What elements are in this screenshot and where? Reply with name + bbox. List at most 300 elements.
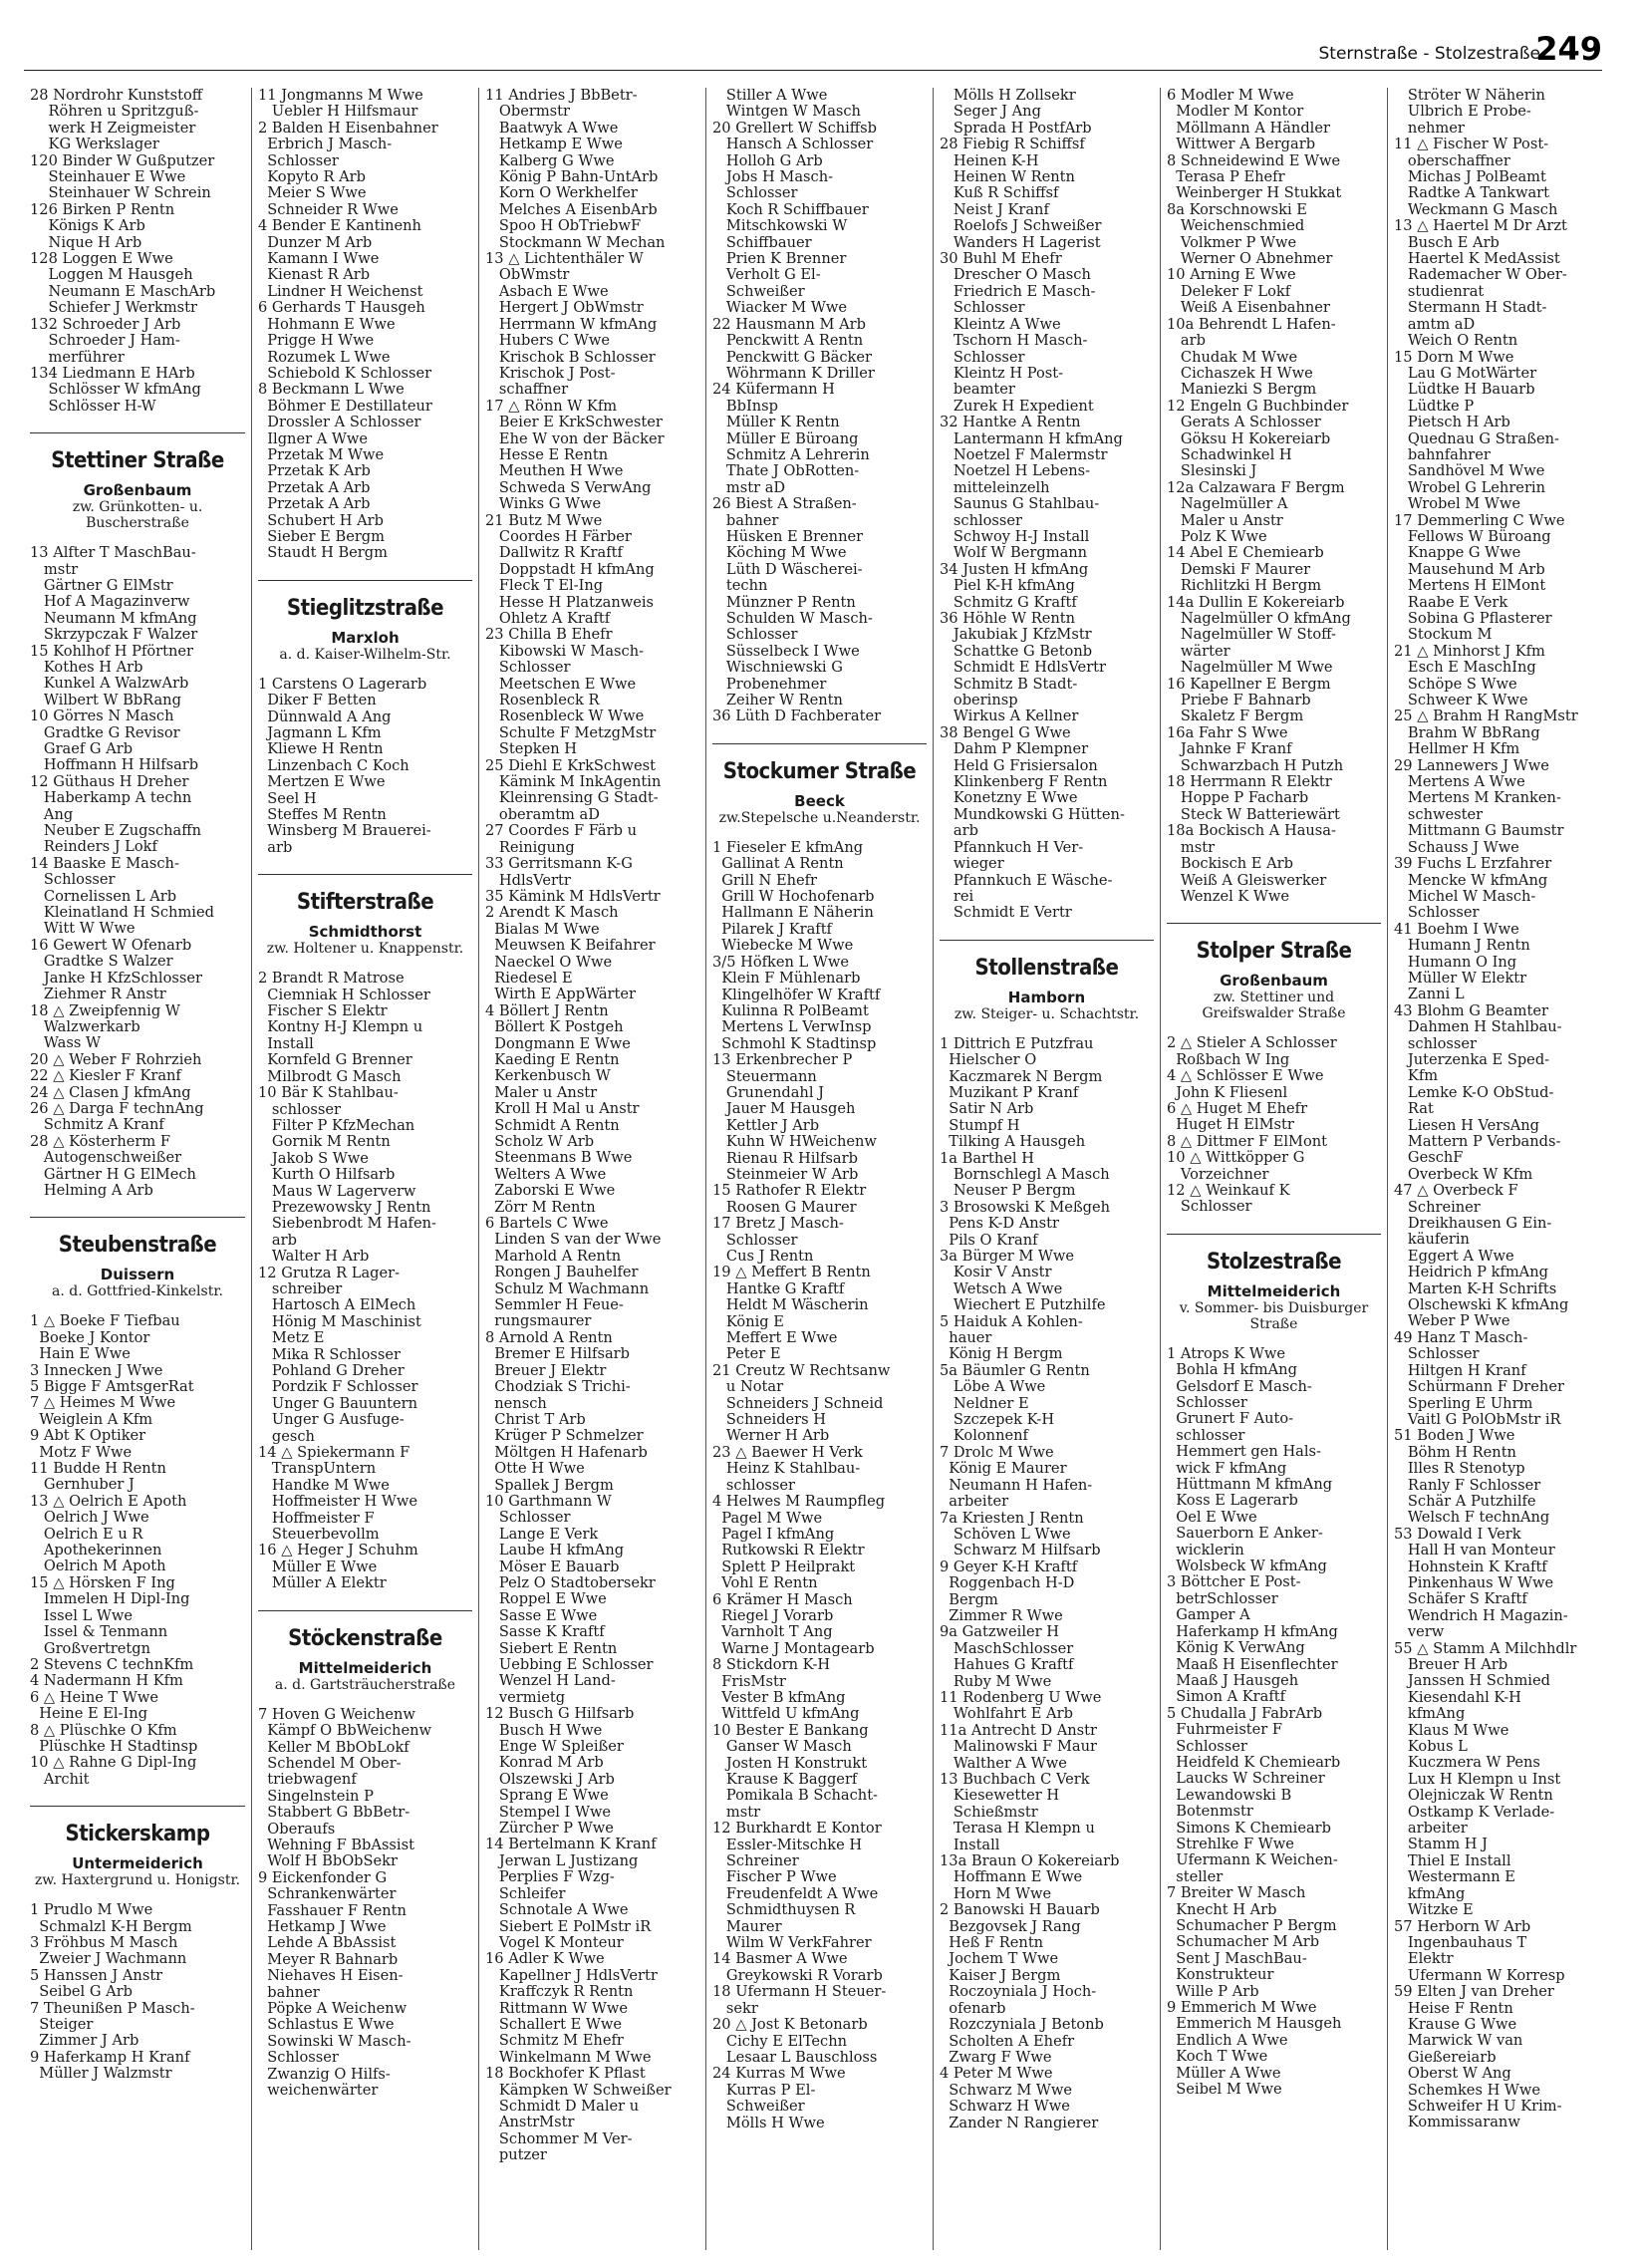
directory-entry: Grunert F Auto- xyxy=(1167,1410,1294,1428)
directory-entry: Scholten A Ehefr xyxy=(940,2032,1075,2050)
column-1 xyxy=(24,88,251,2250)
directory-entry: Hallmann E Näherin xyxy=(712,904,874,922)
directory-entry: vermietg xyxy=(485,1688,566,1706)
directory-entry: 4 △ Schlösser E Wwe xyxy=(1167,1067,1324,1085)
directory-entry: Walzwerkarb xyxy=(30,1017,140,1035)
directory-entry: Obermstr xyxy=(485,103,571,121)
directory-entry: Szczepek K-H xyxy=(940,1411,1055,1429)
directory-entry: Schadwinkel H xyxy=(1167,445,1292,463)
directory-entry: Rat xyxy=(1394,1100,1434,1118)
directory-entry: Göksu H Kokereiarb xyxy=(1167,429,1331,447)
directory-entry: 9 Abt K Optiker xyxy=(30,1427,146,1445)
directory-entry: Brahm W BbRang xyxy=(1394,723,1540,741)
directory-entry: Kiesendahl K-H xyxy=(1394,1688,1521,1706)
column-7 xyxy=(1387,88,1614,2250)
directory-entry: Zimmer J Arb xyxy=(30,2032,139,2050)
directory-entry: Böhm H Rentn xyxy=(1394,1443,1516,1461)
directory-entry: 8 Beckmann L Wwe xyxy=(258,381,405,399)
directory-entry: Hielscher O xyxy=(940,1051,1037,1069)
directory-entry: Simon A Kraftf xyxy=(1167,1688,1286,1706)
column-5 xyxy=(933,88,1160,2250)
directory-entry: Hiltgen H Kranf xyxy=(1394,1361,1526,1379)
district-name: Marxloh xyxy=(331,628,400,647)
directory-entry: Schweifer H U Krim- xyxy=(1394,2097,1562,2115)
directory-entry: Meuthen H Wwe xyxy=(485,462,624,480)
directory-entry: Kunkel A WalzwArb xyxy=(30,675,189,693)
directory-entry: Laube H kfmAng xyxy=(485,1542,625,1559)
directory-entry: Kuß R Schiffsf xyxy=(940,184,1059,202)
directory-entry: Riedesel E xyxy=(485,969,573,987)
directory-entry: Hantke G Kraftf xyxy=(712,1279,845,1297)
directory-entry: Koch T Wwe xyxy=(1167,2048,1268,2066)
directory-entry: Stockum M xyxy=(1394,626,1493,644)
directory-entry: Oelrich E u R xyxy=(30,1525,143,1543)
column-2 xyxy=(251,88,478,2250)
directory-entry: Noetzel F Malermstr xyxy=(940,445,1108,463)
street-location-note: a. d. Kaiser-Wilhelm-Str. xyxy=(279,646,451,663)
directory-entry: Gerats A Schlosser xyxy=(1167,414,1321,431)
directory-entry: 10 △ Wittköpper G xyxy=(1167,1149,1305,1167)
directory-entry: 8 Stickdorn K-H xyxy=(712,1656,831,1674)
directory-entry: Kopyto R Arb xyxy=(258,168,366,186)
directory-entry: Bockisch E Arb xyxy=(1167,855,1293,873)
directory-entry: Ziehmer R Anstr xyxy=(30,986,166,1003)
street-heading: Stettiner Straße xyxy=(30,432,245,475)
directory-entry: Winsberg M Brauerei- xyxy=(258,822,431,840)
directory-entry: 11 Rodenberg U Wwe xyxy=(940,1688,1102,1706)
directory-entry: Schlosser xyxy=(258,151,339,169)
directory-entry: bahnfahrer xyxy=(1394,445,1491,463)
directory-entry: Sprada H PostfArb xyxy=(940,119,1092,137)
directory-entry: Schlosser xyxy=(1167,1394,1247,1411)
directory-entry: Schattke G Betonb xyxy=(940,642,1093,660)
directory-entry: käuferin xyxy=(1394,1231,1470,1249)
directory-entry: Drossler A Schlosser xyxy=(258,414,421,431)
directory-entry: König H Bergm xyxy=(940,1345,1063,1363)
directory-entry: Klingelhöfer W Kraftf xyxy=(712,986,881,1003)
directory-entry: Klinkenberg F Rentn xyxy=(940,773,1108,791)
directory-entry: Radtke A Tankwart xyxy=(1394,184,1550,202)
directory-entry: Zanni L xyxy=(1394,986,1465,1003)
directory-entry: 120 Binder W Gußputzer xyxy=(30,151,215,169)
directory-entry: 32 Hantke A Rentn xyxy=(940,414,1081,431)
district-name: Mittelmeiderich xyxy=(1207,1281,1341,1300)
directory-entry: Lau G MotWärter xyxy=(1394,364,1537,382)
directory-entry: Zaborski E Wwe xyxy=(485,1182,616,1200)
directory-entry: Quednau G Straßen- xyxy=(1394,429,1559,447)
directory-entry: 18 △ Zweipfennig W xyxy=(30,1001,180,1019)
directory-entry: Koch R Schiffbauer xyxy=(712,200,869,218)
directory-entry: Schlosser xyxy=(258,2049,339,2067)
directory-entry: 24 Küfermann H xyxy=(712,381,835,399)
directory-entry: schaffner xyxy=(485,381,569,399)
directory-entry: ofenarb xyxy=(940,1999,1006,2017)
directory-entry: Steck W Batteriewärt xyxy=(1167,805,1340,823)
directory-entry: Mertens M Kranken- xyxy=(1394,789,1561,807)
directory-entry: Nagelmüller W Stoff- xyxy=(1167,626,1336,644)
directory-entry: 16 △ Heger J Schuhm xyxy=(258,1542,418,1559)
directory-entry: Laucks W Schreiner xyxy=(1167,1770,1325,1788)
directory-entry: Lantermann H kfmAng xyxy=(940,429,1123,447)
directory-entry: Hoffmann H Hilfsarb xyxy=(30,756,199,774)
directory-entry: Gärtner G ElMstr xyxy=(30,576,173,594)
directory-entry: Schneider R Wwe xyxy=(258,200,399,218)
directory-entry: Müller E Büroang xyxy=(712,429,859,447)
directory-entry: Kommissaranw xyxy=(1394,2114,1520,2131)
directory-entry: Mertens L VerwInsp xyxy=(712,1018,872,1036)
directory-entry: Handke M Wwe xyxy=(258,1476,390,1494)
directory-entry: Boeke J Kontor xyxy=(30,1328,150,1346)
directory-entry: Weiß A Eisenbahner xyxy=(1167,299,1330,317)
directory-entry: Schmidthuysen R xyxy=(712,1901,856,1919)
directory-entry: beamter xyxy=(940,381,1015,399)
directory-entry: Wille P Arb xyxy=(1167,1982,1259,2000)
directory-entry: Kleinrensing G Stadt- xyxy=(485,789,659,807)
directory-entry: Schwarz M Hilfsarb xyxy=(940,1542,1101,1559)
directory-entry: Meuwsen K Beifahrer xyxy=(485,937,656,955)
directory-entry: Terasa H Klempn u xyxy=(940,1820,1095,1838)
directory-entry: Schrankenwärter xyxy=(258,1885,397,1903)
directory-entry: sekr xyxy=(712,1999,758,2017)
directory-entry: Hahues G Kraftf xyxy=(940,1656,1074,1674)
directory-entry: Peter E xyxy=(712,1345,781,1363)
directory-entry: Zwanzig O Hilfs- xyxy=(258,2065,391,2083)
directory-entry: Varnholt T Ang xyxy=(712,1623,833,1641)
directory-entry: Ufermann K Weichen- xyxy=(1167,1851,1338,1869)
directory-entry: 17 Bretz J Masch- xyxy=(712,1215,844,1233)
directory-entry: Humann O Ing xyxy=(1394,953,1517,971)
directory-entry: Meier S Wwe xyxy=(258,184,367,202)
directory-entry: 132 Schroeder J Arb xyxy=(30,315,181,333)
directory-entry: Dongmann E Wwe xyxy=(485,1034,631,1052)
directory-entry: Roczoyniala J Hoch- xyxy=(940,1983,1097,2001)
directory-entry: Schweißer xyxy=(712,282,805,300)
directory-entry: Steuerbevollm xyxy=(258,1526,380,1544)
directory-entry: Autogenschweißer xyxy=(30,1149,182,1167)
directory-entry: 23 △ Baewer H Verk xyxy=(712,1443,863,1461)
directory-entry: Krause K Baggerf xyxy=(712,1771,858,1788)
street-heading: Stockumer Straße xyxy=(712,743,927,786)
directory-entry: Metz E xyxy=(258,1329,325,1347)
directory-entry: Hesse H Platzanweis xyxy=(485,593,655,611)
directory-entry: Rienau R Hilfsarb xyxy=(712,1149,858,1167)
directory-entry: Kraffczyk R Rentn xyxy=(485,1983,634,2001)
directory-entry: Grunendahl J xyxy=(712,1083,824,1101)
directory-entry: Gärtner H G ElMech xyxy=(30,1165,196,1183)
directory-entry: 8 Schneidewind E Wwe xyxy=(1167,151,1341,169)
directory-entry: Krischok J Post- xyxy=(485,364,616,382)
directory-entry: Kaiser J Bergm xyxy=(940,1966,1061,1984)
directory-entry: arb xyxy=(940,822,978,840)
directory-entry: Hüsken E Brenner xyxy=(712,527,864,545)
directory-entry: Hetkamp J Wwe xyxy=(258,1917,387,1935)
directory-entry: Thiel E Install xyxy=(1394,1851,1511,1869)
directory-entry: Install xyxy=(940,1836,1000,1853)
directory-entry: Kurth O Hilfsarb xyxy=(258,1166,396,1184)
directory-entry: Großvertretgn xyxy=(30,1639,151,1657)
directory-entry: 7 Hoven G Weichenw xyxy=(258,1705,415,1723)
directory-entry: König K VerwAng xyxy=(1167,1639,1305,1657)
directory-entry: Hoffmeister F xyxy=(258,1509,375,1527)
directory-entry: Schießmstr xyxy=(940,1803,1038,1821)
directory-entry: 14 Basmer A Wwe xyxy=(712,1950,848,1968)
directory-entry: Nagelmüller O kfmAng xyxy=(1167,610,1351,627)
directory-entry: nehmer xyxy=(1394,119,1465,137)
directory-entry: 126 Birken P Rentn xyxy=(30,200,175,218)
directory-entry: Konrad M Arb xyxy=(485,1754,604,1772)
directory-entry: Ostkamp K Verlade- xyxy=(1394,1803,1555,1821)
directory-entry: Krüger P Schmelzer xyxy=(485,1427,644,1445)
directory-entry: Reinders J Lokf xyxy=(30,838,157,856)
directory-entry: Schulden W Masch- xyxy=(712,610,873,627)
directory-entry: Pilarek J Kraftf xyxy=(712,920,832,938)
directory-entry: 4 Bender E Kantinenh xyxy=(258,217,421,235)
directory-entry: Breuer J Elektr xyxy=(485,1361,607,1379)
directory-entry: Dahmen H Stahlbau- xyxy=(1394,1018,1562,1036)
directory-entry: Schlosser xyxy=(485,659,571,677)
directory-entry: Pomikala B Schacht- xyxy=(712,1787,878,1805)
directory-entry: Zürcher P Wwe xyxy=(485,1820,614,1838)
directory-entry: Schwarz H Wwe xyxy=(940,2098,1070,2116)
directory-entry: Sandhövel M Wwe xyxy=(1394,462,1545,480)
directory-entry: 36 Lüth D Fachberater xyxy=(712,708,882,725)
directory-entry: 10 Bester E Bankang xyxy=(712,1721,869,1739)
directory-entry: wicklerin xyxy=(1167,1541,1244,1559)
directory-entry: Kämink M InkAgentin xyxy=(485,773,662,791)
directory-entry: 14a Dullin E Kokereiarb xyxy=(1167,593,1345,611)
column-4 xyxy=(705,88,933,2250)
directory-entry: Krischok B Schlosser xyxy=(485,348,656,366)
directory-entry: kfmAng xyxy=(1394,1884,1466,1902)
directory-entry: Jagmann L Kfm xyxy=(258,724,382,741)
directory-entry: 7a Kriesten J Rentn xyxy=(940,1509,1084,1527)
directory-entry: Illes R Stenotyp xyxy=(1394,1460,1525,1478)
directory-entry: mitteleinzelh xyxy=(940,478,1050,496)
directory-entry: Königs K Arb xyxy=(30,217,145,235)
directory-entry: Wrobel M Wwe xyxy=(1394,495,1521,513)
directory-entry: Siebert E Rentn xyxy=(485,1639,618,1657)
street-location-note: zw. Steiger- u. Schachtstr. xyxy=(954,1005,1140,1022)
directory-entry: Held G Frisiersalon xyxy=(940,756,1098,774)
directory-entry: Grill N Ehefr xyxy=(712,871,818,889)
directory-entry: Ilgner A Wwe xyxy=(258,429,369,447)
directory-entry: AnstrMstr xyxy=(485,2114,575,2131)
directory-entry: 6 Modler M Wwe xyxy=(1167,88,1294,104)
directory-entry: Hain E Wwe xyxy=(30,1345,131,1363)
directory-entry: 1 Atrops K Wwe xyxy=(1167,1344,1285,1362)
directory-entry: kfmAng xyxy=(1394,1705,1466,1723)
directory-entry: Schmitz A Lehrerin xyxy=(712,445,870,463)
directory-entry: Schlosser xyxy=(712,1231,798,1249)
directory-entry: Haferkamp H kfmAng xyxy=(1167,1622,1338,1640)
directory-entry: 2 Balden H Eisenbahner xyxy=(258,119,438,137)
directory-entry: Welsch F technAng xyxy=(1394,1509,1550,1527)
directory-entry: Sobina G Pflasterer xyxy=(1394,610,1552,627)
directory-entry: arbeiter xyxy=(1394,1820,1468,1838)
directory-entry: Schmitz B Stadt- xyxy=(940,675,1078,693)
street-heading: Stolzestraße xyxy=(1167,1234,1381,1276)
directory-entry: Mertzen E Wwe xyxy=(258,773,386,791)
directory-entry: Deleker F Lokf xyxy=(1167,282,1291,300)
directory-entry: Weiglein A Kfm xyxy=(30,1410,153,1428)
directory-entry: Schendel M Ober- xyxy=(258,1754,402,1772)
directory-entry: 20 △ Jost K Betonarb xyxy=(712,2016,868,2034)
directory-entry: Wiacker M Wwe xyxy=(712,299,848,317)
directory-entry: Köching M Wwe xyxy=(712,544,847,562)
directory-entry: Seel H xyxy=(258,789,317,807)
directory-entry: Dunzer M Arb xyxy=(258,233,373,251)
directory-entry: Roßbach W Ing xyxy=(1167,1050,1290,1068)
directory-entry: Prigge H Wwe xyxy=(258,332,375,350)
directory-entry: Neuber E Zugschaffn xyxy=(30,822,202,840)
directory-entry: Hohmann E Wwe xyxy=(258,315,396,333)
directory-entry: Lindner H Weichenst xyxy=(258,282,423,300)
directory-entry: 9 Geyer K-H Kraftf xyxy=(940,1558,1078,1575)
directory-entry: Hönig M Maschinist xyxy=(258,1312,421,1330)
directory-entry: Schlösser H-W xyxy=(30,397,156,415)
directory-entry: Milbrodt G Masch xyxy=(258,1067,402,1085)
directory-entry: 35 Kämink M HdlsVertr xyxy=(485,887,661,905)
directory-entry: 27 Coordes F Färb u xyxy=(485,822,637,840)
directory-entry: bahner xyxy=(712,511,779,529)
directory-entry: Schlosser xyxy=(1167,1737,1247,1755)
directory-entry: Zurek H Expedient xyxy=(940,397,1094,415)
directory-entry: Weinberger H Stukkat xyxy=(1167,184,1342,202)
directory-entry: Nagelmüller A xyxy=(1167,495,1288,513)
directory-entry: 14 Abel E Chemiearb xyxy=(1167,544,1324,562)
directory-entry: 14 △ Spiekermann F xyxy=(258,1444,410,1462)
directory-entry: HdlsVertr xyxy=(485,871,571,889)
directory-entry: 134 Liedmann E HArb xyxy=(30,364,195,382)
street-heading: Stollenstraße xyxy=(940,940,1154,983)
directory-entry: Hoffmeister H Wwe xyxy=(258,1493,418,1511)
directory-entry: Raabe E Verk xyxy=(1394,593,1508,611)
directory-entry: Eggert A Wwe xyxy=(1394,1247,1514,1265)
directory-entry: 13 Buchbach C Verk xyxy=(940,1771,1090,1788)
directory-entry: 13a Braun O Kokereiarb xyxy=(940,1852,1120,1870)
directory-entry: Splett P Heilprakt xyxy=(712,1558,856,1575)
directory-entry: Koss E Lagerarb xyxy=(1167,1492,1298,1510)
directory-entry: 10 Görres N Masch xyxy=(30,708,174,725)
directory-entry: Meffert E Wwe xyxy=(712,1329,838,1347)
directory-entry: Wintgen W Masch xyxy=(712,103,861,121)
district-name: Mittelmeiderich xyxy=(298,1658,432,1677)
directory-entry: Pelz O Stadtobersekr xyxy=(485,1573,656,1591)
directory-entry: Schmalzl K-H Bergm xyxy=(30,1917,192,1935)
directory-entry: Heß F Rentn xyxy=(940,1934,1044,1952)
directory-entry: Penckwitt A Rentn xyxy=(712,332,864,350)
directory-entry: 10 △ Rahne G Dipl-Ing xyxy=(30,1754,197,1772)
directory-entry: Schmitz M Ehefr xyxy=(485,2032,624,2050)
directory-entry: 13 △ Haertel M Dr Arzt xyxy=(1394,217,1567,235)
directory-entry: Siebert E PolMstr iR xyxy=(485,1917,652,1935)
directory-entry: Nique H Arb xyxy=(30,233,142,251)
directory-entry: Maus W Lagerverw xyxy=(258,1182,416,1200)
directory-entry: Przetak K Arb xyxy=(258,462,371,480)
directory-entry: Filter P KfzMechan xyxy=(258,1116,415,1134)
directory-entry: Zeiher W Rentn xyxy=(712,692,843,709)
directory-entry: Weich O Rentn xyxy=(1394,332,1518,350)
directory-entry: Gradtke G Revisor xyxy=(30,723,180,741)
directory-entry: Rittmann W Wwe xyxy=(485,1999,629,2017)
directory-entry: BbInsp xyxy=(712,397,778,415)
directory-entry: 9 Haferkamp H Kranf xyxy=(30,2048,190,2066)
directory-entry: Lemke K-O ObStud- xyxy=(1394,1083,1554,1101)
directory-entry: Unger G Ausfuge- xyxy=(258,1411,405,1429)
directory-entry: 18a Bockisch A Hausa- xyxy=(1167,822,1336,840)
directory-entry: Schreiner xyxy=(712,1852,799,1870)
directory-entry: Heidrich P kfmAng xyxy=(1394,1264,1548,1281)
directory-entry: 16 Gewert W Ofenarb xyxy=(30,936,192,954)
directory-entry: 36 Höhle W Rentn xyxy=(940,610,1075,627)
directory-entry: Marten K-H Schrifts xyxy=(1394,1279,1557,1297)
directory-entry: Zimmer R Wwe xyxy=(940,1606,1063,1624)
directory-entry: Humann J Rentn xyxy=(1394,937,1530,955)
directory-entry: Uebler H Hilfsmaur xyxy=(258,103,418,121)
directory-entry: Zwarg F Wwe xyxy=(940,2048,1052,2066)
directory-entry: Oelrich J Wwe xyxy=(30,1509,149,1527)
directory-entry: Prezewowsky J Rentn xyxy=(258,1198,431,1216)
directory-entry: 18 Ufermann H Steuer- xyxy=(712,1983,887,2001)
directory-entry: Jakob S Wwe xyxy=(258,1149,369,1167)
directory-entry: Schweer K Wwe xyxy=(1394,692,1528,709)
directory-entry: Mölls H Wwe xyxy=(712,2114,825,2131)
directory-entry: 9a Gatzweiler H xyxy=(940,1623,1059,1641)
directory-entry: Zander N Rangierer xyxy=(940,2114,1099,2131)
directory-entry: Mattern P Verbands- xyxy=(1394,1133,1561,1150)
directory-entry: 18 Bockhofer K Pflast xyxy=(485,2065,646,2083)
directory-entry: Fischer P Wwe xyxy=(712,1868,837,1886)
directory-entry: Ciemniak H Schlosser xyxy=(258,986,430,1003)
directory-entry: 23 Chilla B Ehefr xyxy=(485,626,613,644)
directory-entry: 3 Fröhbus M Masch xyxy=(30,1933,178,1951)
directory-entry: Ingenbauhaus T xyxy=(1394,1933,1527,1951)
directory-entry: Hof A Magazinverw xyxy=(30,593,190,611)
directory-entry: Schiffbauer xyxy=(712,233,812,251)
directory-entry: Jerwan L Justizang xyxy=(485,1851,639,1869)
directory-entry: König E xyxy=(712,1312,784,1330)
directory-entry: Jahnke F Kranf xyxy=(1167,740,1292,758)
directory-entry: u Notar xyxy=(712,1378,784,1396)
directory-entry: Probenehmer xyxy=(712,675,827,693)
directory-entry: Knecht H Arb xyxy=(1167,1900,1277,1918)
directory-entry: Perplies F Wzg- xyxy=(485,1868,615,1886)
directory-entry: Hetkamp E Wwe xyxy=(485,136,623,153)
directory-entry: Gradtke S Walzer xyxy=(30,953,173,971)
directory-entry: Doppstadt H kfmAng xyxy=(485,560,655,578)
directory-entry: Cornelissen L Arb xyxy=(30,887,177,905)
directory-entry: Mausehund M Arb xyxy=(1394,560,1545,578)
directory-entry: Holloh G Arb xyxy=(712,151,823,169)
directory-entry: Schulz M Wachmann xyxy=(485,1279,650,1297)
directory-entry: Kamann I Wwe xyxy=(258,250,380,268)
directory-entry: Polz K Wwe xyxy=(1167,527,1267,545)
directory-columns xyxy=(24,88,1614,2250)
directory-entry: Muzikant P Kranf xyxy=(940,1083,1079,1101)
directory-entry: Schlosser xyxy=(1167,1198,1252,1216)
directory-entry: Gallinat A Rentn xyxy=(712,855,844,873)
directory-entry: Pfannkuch E Wäsche- xyxy=(940,871,1113,889)
directory-entry: Wolf W Bergmann xyxy=(940,544,1088,562)
directory-entry: Spoo H ObTriebwF xyxy=(485,217,642,235)
directory-entry: Wenzel K Wwe xyxy=(1167,887,1290,905)
directory-entry: Uebbing E Schlosser xyxy=(485,1656,654,1673)
directory-entry: Friedrich E Masch- xyxy=(940,282,1096,300)
directory-entry: Konetzny E Wwe xyxy=(940,789,1078,807)
directory-entry: Apothekerinnen xyxy=(30,1542,162,1559)
directory-entry: Pietsch H Arb xyxy=(1394,414,1510,431)
directory-entry: arb xyxy=(1167,332,1206,350)
